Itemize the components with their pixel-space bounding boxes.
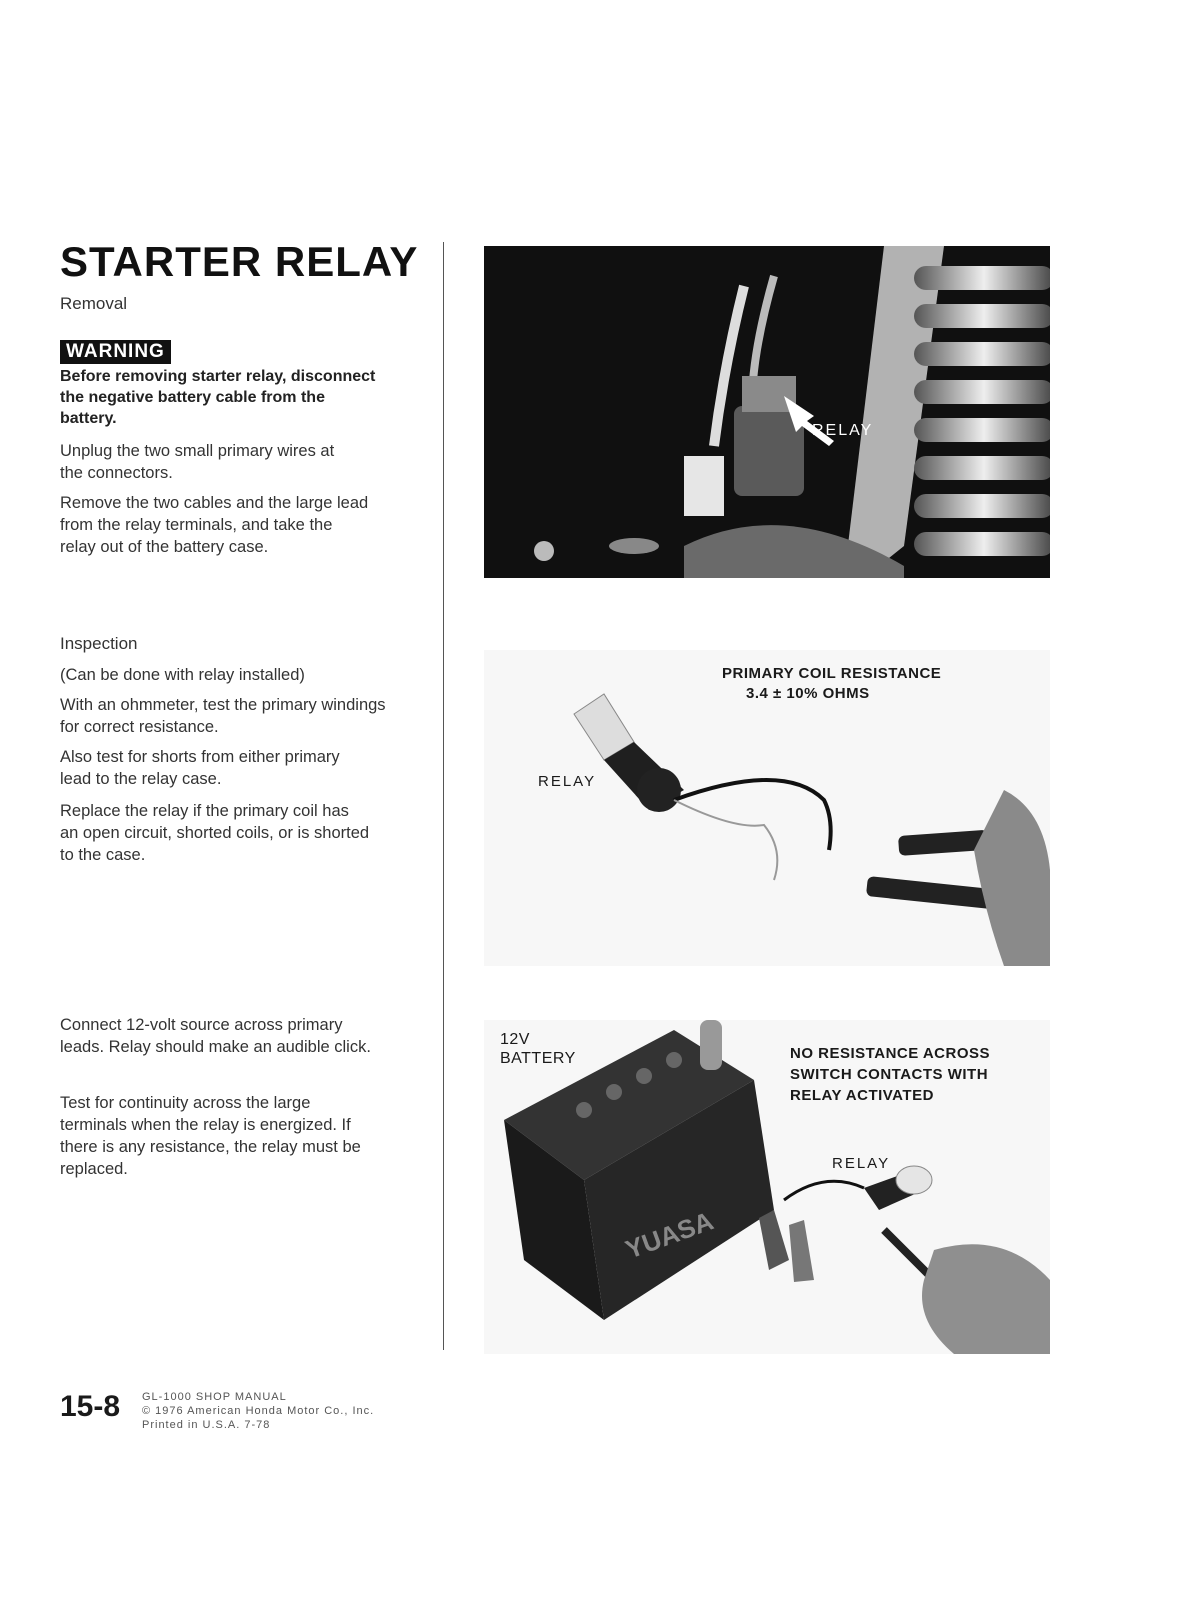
battery-label-line2: BATTERY <box>500 1050 576 1067</box>
removal-step-1: Unplug the two small primary wires at the connectors. <box>60 442 335 482</box>
no-resistance-note-line1: NO RESISTANCE ACROSS <box>790 1045 991 1062</box>
inspection-heading: Inspection <box>60 634 138 653</box>
coil-resistance-label: PRIMARY COIL RESISTANCE <box>722 665 942 682</box>
page-title: STARTER RELAY <box>60 238 419 285</box>
inspection-step-1: With an ohmmeter, test the primary windings for correct resistance. <box>60 696 386 736</box>
photo1-relay-label: RELAY <box>812 422 874 439</box>
test-step-1: Connect 12-volt source across primary leads. Relay should make an audible click. <box>60 1016 371 1056</box>
no-resistance-note-line3: RELAY ACTIVATED <box>790 1087 934 1104</box>
removal-heading: Removal <box>60 294 128 313</box>
inspection-step-2: Also test for shorts from either primary lead to the relay case. <box>60 748 340 788</box>
column-divider <box>443 242 444 1350</box>
footer-print-info: Printed in U.S.A. 7-78 <box>142 1419 271 1431</box>
battery-brand-label: YUASA <box>621 1205 718 1265</box>
inspection-note: (Can be done with relay installed) <box>60 666 305 684</box>
no-resistance-note-line2: SWITCH CONTACTS WITH <box>790 1066 989 1083</box>
battery-label-line1: 12V <box>500 1031 530 1048</box>
relay-installed-illustration <box>484 246 1050 578</box>
warning-label: WARNING <box>60 340 171 364</box>
removal-step-2: Remove the two cables and the large lead from the relay terminals, and take the relay out of the battery case. <box>60 494 369 556</box>
warning-text: Before removing starter relay, disconnect the negative battery cable from the battery. <box>60 368 376 427</box>
photo2-relay-label: RELAY <box>538 773 597 790</box>
inspection-step-3: Replace the relay if the primary coil has an open circuit, shorted coils, or is shorted to the case. <box>60 802 370 864</box>
footer-manual-title: GL-1000 SHOP MANUAL <box>142 1391 287 1403</box>
page-number: 15-8 <box>60 1390 121 1423</box>
ohmmeter-test-photo <box>484 650 1050 966</box>
photo3-relay-label: RELAY <box>832 1155 891 1172</box>
test-step-2: Test for continuity across the large terminals when the relay is energized. If there is any resistance, the relay must be replaced. <box>60 1094 361 1178</box>
footer-copyright: © 1976 American Honda Motor Co., Inc. <box>142 1405 375 1417</box>
coil-resistance-value: 3.4 ± 10% OHMS <box>746 685 870 702</box>
battery-test-photo <box>484 1020 1050 1354</box>
relay-installed-photo <box>484 246 1050 578</box>
